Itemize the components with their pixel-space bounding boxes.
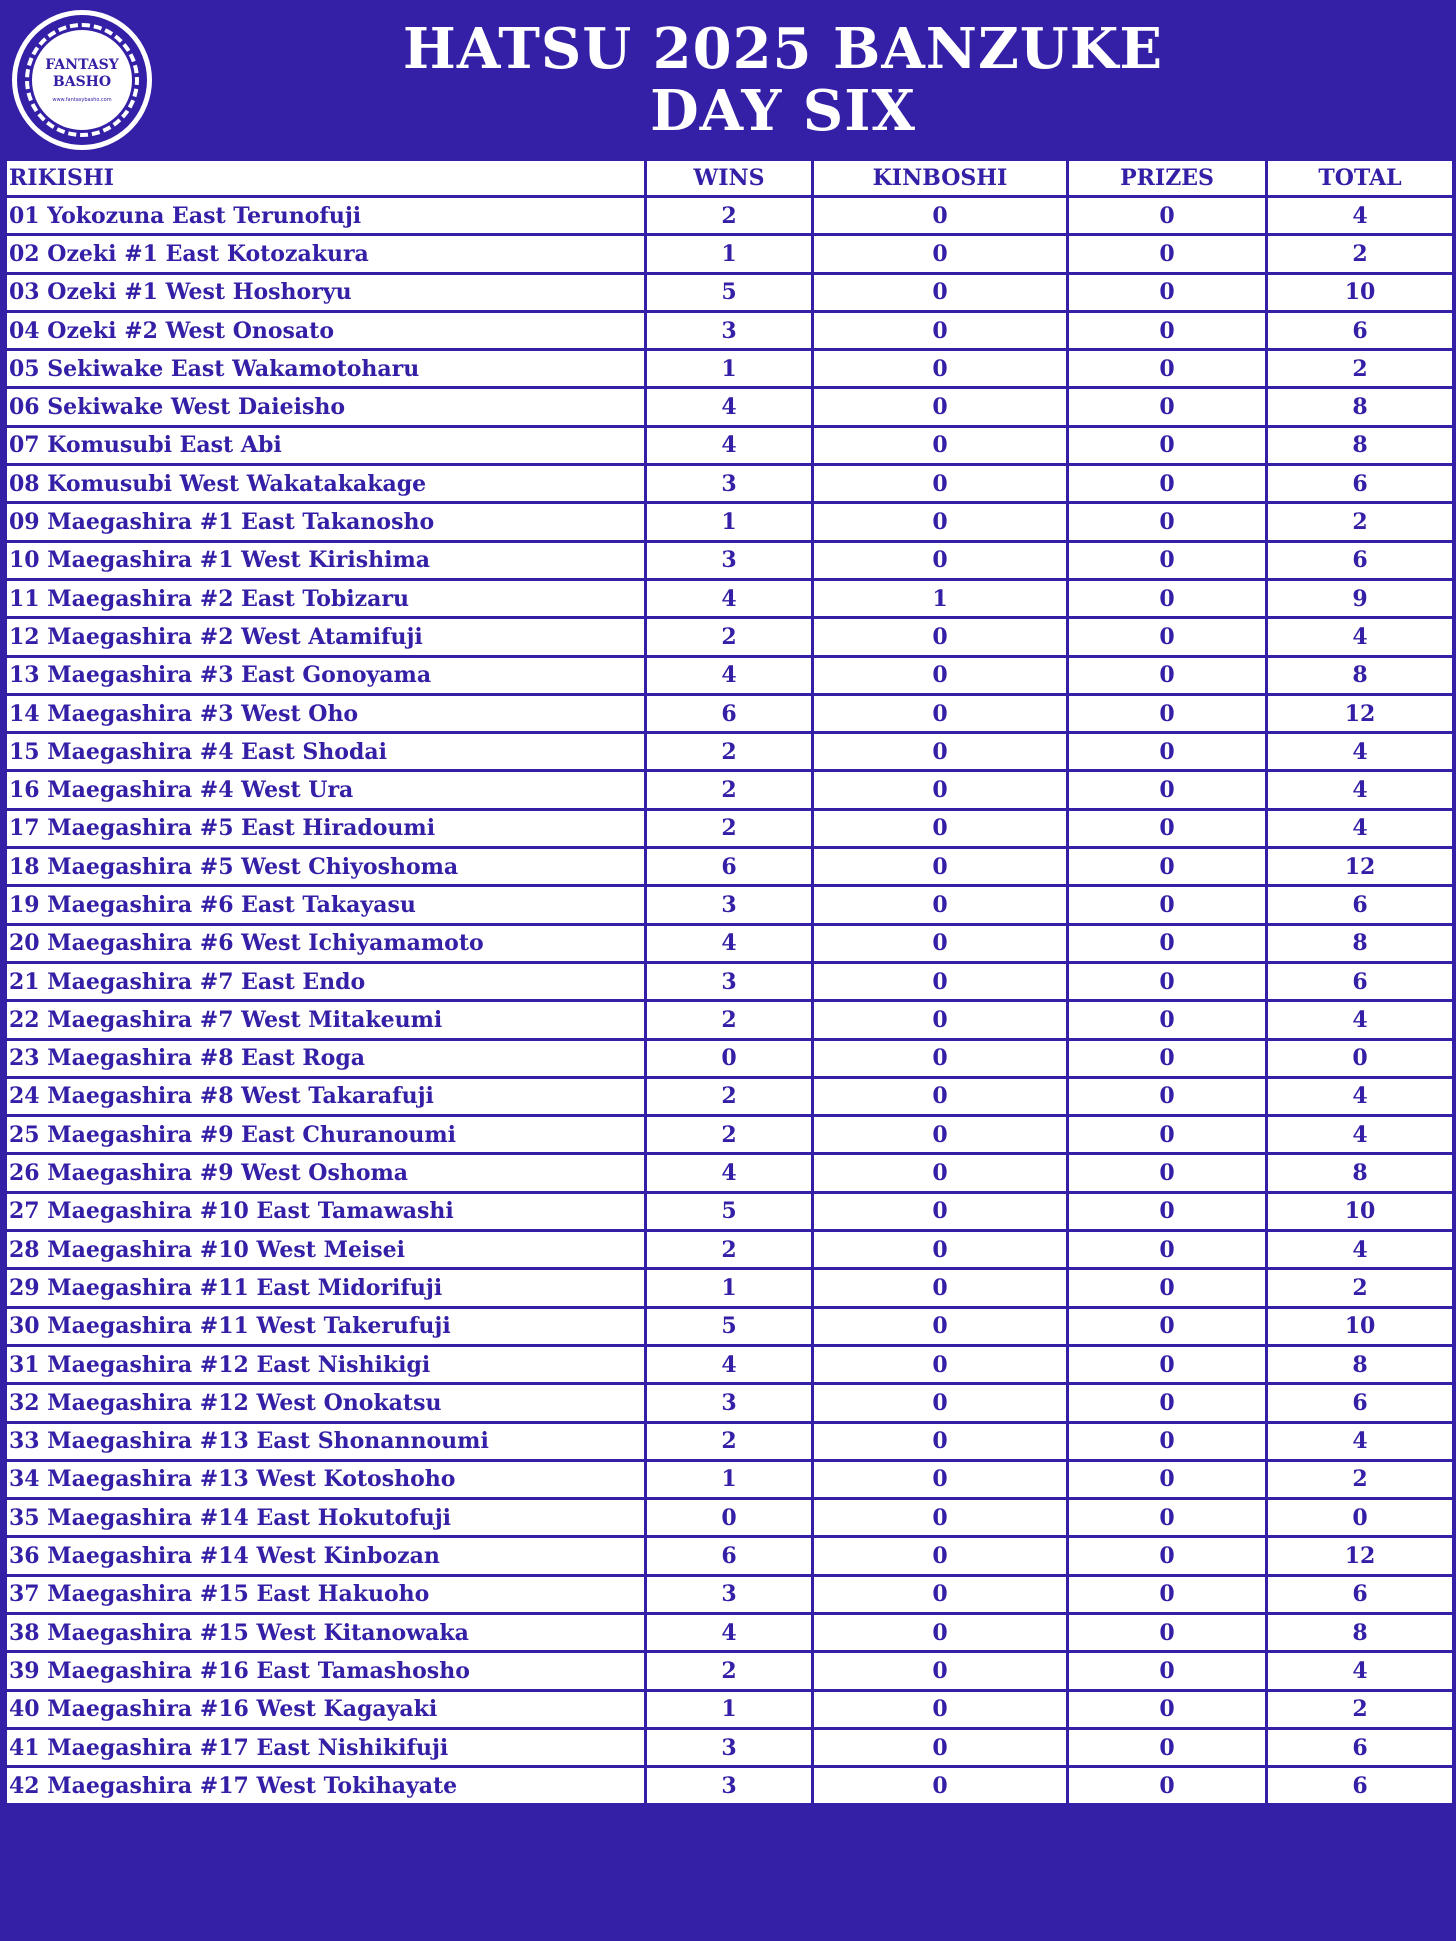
cell-wins: 1 [646,1690,813,1728]
cell-wins: 2 [646,1077,813,1115]
cell-rikishi: 04 Ozeki #2 West Onosato [6,311,646,349]
table-row [6,1537,1454,1575]
cell-total: 12 [1267,1537,1454,1575]
cell-rikishi: 24 Maegashira #8 West Takarafuji [6,1077,646,1115]
cell-total: 4 [1267,733,1454,771]
cell-rikishi: 13 Maegashira #3 East Gonoyama [6,656,646,694]
table-row [6,541,1454,579]
table-row [6,388,1454,426]
cell-wins: 5 [646,1192,813,1230]
cell-total: 2 [1267,503,1454,541]
cell-kinboshi: 0 [813,886,1068,924]
cell-kinboshi: 0 [813,1652,1068,1690]
cell-kinboshi: 0 [813,1077,1068,1115]
cell-wins: 4 [646,388,813,426]
cell-wins: 3 [646,465,813,503]
cell-prizes: 0 [1068,962,1267,1000]
cell-kinboshi: 1 [813,579,1068,617]
cell-wins: 4 [646,924,813,962]
cell-rikishi: 38 Maegashira #15 West Kitanowaka [6,1613,646,1651]
table-row [6,1728,1454,1766]
cell-kinboshi: 0 [813,1192,1068,1230]
cell-kinboshi: 0 [813,197,1068,235]
cell-kinboshi: 0 [813,962,1068,1000]
table-row [6,848,1454,886]
cell-rikishi: 18 Maegashira #5 West Chiyoshoma [6,848,646,886]
cell-total: 8 [1267,1345,1454,1383]
cell-rikishi: 37 Maegashira #15 East Hakuoho [6,1575,646,1613]
cell-wins: 2 [646,1231,813,1269]
fantasy-basho-logo [12,10,152,150]
cell-wins: 6 [646,694,813,732]
cell-total: 6 [1267,1384,1454,1422]
cell-wins: 2 [646,1652,813,1690]
cell-total: 4 [1267,771,1454,809]
cell-total: 4 [1267,1001,1454,1039]
cell-total: 12 [1267,848,1454,886]
cell-wins: 4 [646,426,813,464]
cell-total: 6 [1267,541,1454,579]
page-header [0,0,1456,158]
table-row [6,465,1454,503]
cell-total: 0 [1267,1499,1454,1537]
cell-total: 12 [1267,694,1454,732]
cell-prizes: 0 [1068,579,1267,617]
cell-total: 8 [1267,388,1454,426]
cell-kinboshi: 0 [813,1422,1068,1460]
table-row [6,1192,1454,1230]
cell-rikishi: 15 Maegashira #4 East Shodai [6,733,646,771]
cell-rikishi: 21 Maegashira #7 East Endo [6,962,646,1000]
cell-rikishi: 02 Ozeki #1 East Kotozakura [6,235,646,273]
cell-wins: 2 [646,733,813,771]
cell-rikishi: 05 Sekiwake East Wakamotoharu [6,350,646,388]
table-row [6,1231,1454,1269]
cell-total: 2 [1267,1269,1454,1307]
cell-wins: 2 [646,771,813,809]
cell-prizes: 0 [1068,388,1267,426]
cell-wins: 3 [646,886,813,924]
cell-kinboshi: 0 [813,388,1068,426]
cell-total: 4 [1267,1422,1454,1460]
cell-prizes: 0 [1068,1767,1267,1805]
cell-rikishi: 29 Maegashira #11 East Midorifuji [6,1269,646,1307]
table-row [6,1001,1454,1039]
cell-wins: 0 [646,1039,813,1077]
cell-wins: 1 [646,350,813,388]
cell-prizes: 0 [1068,1728,1267,1766]
logo-text-line2: BASHO [52,74,112,90]
table-row [6,197,1454,235]
table-row [6,503,1454,541]
cell-total: 10 [1267,273,1454,311]
cell-prizes: 0 [1068,1460,1267,1498]
table-row [6,1269,1454,1307]
cell-prizes: 0 [1068,1077,1267,1115]
cell-total: 9 [1267,579,1454,617]
cell-rikishi: 17 Maegashira #5 East Hiradoumi [6,809,646,847]
cell-kinboshi: 0 [813,924,1068,962]
cell-total: 4 [1267,618,1454,656]
cell-rikishi: 23 Maegashira #8 East Roga [6,1039,646,1077]
column-header-rikishi: RIKISHI [6,160,646,197]
cell-rikishi: 07 Komusubi East Abi [6,426,646,464]
cell-kinboshi: 0 [813,771,1068,809]
cell-prizes: 0 [1068,1499,1267,1537]
cell-rikishi: 41 Maegashira #17 East Nishikifuji [6,1728,646,1766]
cell-wins: 1 [646,1460,813,1498]
cell-kinboshi: 0 [813,1499,1068,1537]
cell-kinboshi: 0 [813,656,1068,694]
cell-wins: 3 [646,1767,813,1805]
cell-rikishi: 34 Maegashira #13 West Kotoshoho [6,1460,646,1498]
cell-rikishi: 03 Ozeki #1 West Hoshoryu [6,273,646,311]
cell-wins: 3 [646,1575,813,1613]
table-row [6,1384,1454,1422]
cell-rikishi: 39 Maegashira #16 East Tamashosho [6,1652,646,1690]
cell-total: 6 [1267,1767,1454,1805]
cell-rikishi: 32 Maegashira #12 West Onokatsu [6,1384,646,1422]
cell-prizes: 0 [1068,1039,1267,1077]
cell-prizes: 0 [1068,848,1267,886]
cell-total: 6 [1267,1575,1454,1613]
cell-kinboshi: 0 [813,1613,1068,1651]
cell-kinboshi: 0 [813,1460,1068,1498]
table-row [6,924,1454,962]
cell-kinboshi: 0 [813,273,1068,311]
cell-total: 6 [1267,962,1454,1000]
cell-rikishi: 28 Maegashira #10 West Meisei [6,1231,646,1269]
cell-kinboshi: 0 [813,694,1068,732]
cell-wins: 6 [646,848,813,886]
title-line-1: HATSU 2025 BANZUKE [402,16,1164,82]
cell-rikishi: 08 Komusubi West Wakatakakage [6,465,646,503]
cell-wins: 2 [646,1422,813,1460]
cell-rikishi: 16 Maegashira #4 West Ura [6,771,646,809]
cell-kinboshi: 0 [813,1690,1068,1728]
cell-wins: 5 [646,1307,813,1345]
cell-prizes: 0 [1068,1345,1267,1383]
cell-prizes: 0 [1068,235,1267,273]
column-header-total: TOTAL [1267,160,1454,197]
cell-kinboshi: 0 [813,1575,1068,1613]
cell-kinboshi: 0 [813,1345,1068,1383]
cell-kinboshi: 0 [813,1269,1068,1307]
cell-prizes: 0 [1068,1001,1267,1039]
cell-total: 4 [1267,1116,1454,1154]
page-title [170,18,1396,142]
table-row [6,771,1454,809]
cell-kinboshi: 0 [813,1728,1068,1766]
cell-kinboshi: 0 [813,848,1068,886]
cell-kinboshi: 0 [813,1116,1068,1154]
cell-total: 0 [1267,1039,1454,1077]
table-row [6,1499,1454,1537]
cell-wins: 4 [646,579,813,617]
cell-total: 6 [1267,311,1454,349]
table-row [6,350,1454,388]
cell-wins: 4 [646,1613,813,1651]
title-line-2: DAY SIX [650,78,916,144]
cell-rikishi: 20 Maegashira #6 West Ichiyamamoto [6,924,646,962]
cell-prizes: 0 [1068,350,1267,388]
cell-kinboshi: 0 [813,1537,1068,1575]
cell-kinboshi: 0 [813,809,1068,847]
table-row [6,311,1454,349]
cell-prizes: 0 [1068,886,1267,924]
cell-rikishi: 01 Yokozuna East Terunofuji [6,197,646,235]
table-row [6,579,1454,617]
cell-total: 2 [1267,1690,1454,1728]
table-row [6,1039,1454,1077]
cell-total: 6 [1267,886,1454,924]
cell-prizes: 0 [1068,1613,1267,1651]
cell-prizes: 0 [1068,1652,1267,1690]
cell-prizes: 0 [1068,1575,1267,1613]
cell-total: 4 [1267,809,1454,847]
column-header-prizes: PRIZES [1068,160,1267,197]
cell-total: 4 [1267,1231,1454,1269]
cell-kinboshi: 0 [813,1384,1068,1422]
cell-prizes: 0 [1068,1269,1267,1307]
cell-kinboshi: 0 [813,235,1068,273]
cell-total: 8 [1267,924,1454,962]
cell-prizes: 0 [1068,924,1267,962]
table-row [6,1652,1454,1690]
cell-wins: 6 [646,1537,813,1575]
cell-prizes: 0 [1068,1154,1267,1192]
cell-rikishi: 40 Maegashira #16 West Kagayaki [6,1690,646,1728]
cell-wins: 0 [646,1499,813,1537]
cell-kinboshi: 0 [813,426,1068,464]
cell-wins: 2 [646,197,813,235]
cell-prizes: 0 [1068,311,1267,349]
cell-prizes: 0 [1068,541,1267,579]
cell-wins: 3 [646,541,813,579]
cell-wins: 4 [646,1345,813,1383]
cell-total: 6 [1267,465,1454,503]
table-row [6,962,1454,1000]
cell-wins: 3 [646,1728,813,1766]
cell-kinboshi: 0 [813,1767,1068,1805]
cell-total: 8 [1267,656,1454,694]
table-row [6,809,1454,847]
cell-rikishi: 19 Maegashira #6 East Takayasu [6,886,646,924]
table-row [6,618,1454,656]
cell-prizes: 0 [1068,197,1267,235]
cell-wins: 3 [646,311,813,349]
table-row [6,1767,1454,1805]
cell-rikishi: 22 Maegashira #7 West Mitakeumi [6,1001,646,1039]
cell-rikishi: 26 Maegashira #9 West Oshoma [6,1154,646,1192]
logo-url: www.fantasybasho.com [52,97,112,103]
cell-prizes: 0 [1068,273,1267,311]
table-row [6,1613,1454,1651]
cell-prizes: 0 [1068,426,1267,464]
cell-total: 2 [1267,350,1454,388]
cell-wins: 1 [646,503,813,541]
cell-prizes: 0 [1068,694,1267,732]
cell-kinboshi: 0 [813,1001,1068,1039]
table-row [6,1077,1454,1115]
cell-kinboshi: 0 [813,503,1068,541]
cell-kinboshi: 0 [813,1154,1068,1192]
table-row [6,1116,1454,1154]
cell-rikishi: 30 Maegashira #11 West Takerufuji [6,1307,646,1345]
table-row [6,1345,1454,1383]
cell-total: 2 [1267,235,1454,273]
table-row [6,656,1454,694]
cell-rikishi: 06 Sekiwake West Daieisho [6,388,646,426]
cell-prizes: 0 [1068,1537,1267,1575]
table-row [6,235,1454,273]
cell-kinboshi: 0 [813,1307,1068,1345]
cell-total: 4 [1267,1652,1454,1690]
cell-prizes: 0 [1068,1422,1267,1460]
table-row [6,273,1454,311]
table-row [6,1575,1454,1613]
cell-prizes: 0 [1068,1690,1267,1728]
table-row [6,1154,1454,1192]
cell-total: 10 [1267,1192,1454,1230]
table-row [6,426,1454,464]
cell-prizes: 0 [1068,503,1267,541]
cell-kinboshi: 0 [813,350,1068,388]
cell-kinboshi: 0 [813,541,1068,579]
cell-kinboshi: 0 [813,465,1068,503]
cell-prizes: 0 [1068,618,1267,656]
cell-kinboshi: 0 [813,618,1068,656]
table-row [6,1307,1454,1345]
cell-rikishi: 31 Maegashira #12 East Nishikigi [6,1345,646,1383]
cell-rikishi: 09 Maegashira #1 East Takanosho [6,503,646,541]
logo-badge [32,30,132,130]
cell-prizes: 0 [1068,1384,1267,1422]
cell-prizes: 0 [1068,1307,1267,1345]
cell-total: 6 [1267,1728,1454,1766]
cell-wins: 3 [646,1384,813,1422]
cell-total: 2 [1267,1460,1454,1498]
cell-total: 8 [1267,426,1454,464]
cell-total: 4 [1267,197,1454,235]
table-row [6,1422,1454,1460]
cell-wins: 2 [646,618,813,656]
column-header-wins: WINS [646,160,813,197]
cell-total: 8 [1267,1613,1454,1651]
cell-prizes: 0 [1068,1231,1267,1269]
cell-wins: 4 [646,656,813,694]
logo-text-line1: FANTASY [45,57,119,73]
table-row [6,1690,1454,1728]
cell-rikishi: 11 Maegashira #2 East Tobizaru [6,579,646,617]
cell-kinboshi: 0 [813,1039,1068,1077]
cell-rikishi: 14 Maegashira #3 West Oho [6,694,646,732]
cell-kinboshi: 0 [813,1231,1068,1269]
cell-rikishi: 27 Maegashira #10 East Tamawashi [6,1192,646,1230]
cell-rikishi: 35 Maegashira #14 East Hokutofuji [6,1499,646,1537]
banzuke-table [4,158,1455,1806]
cell-total: 10 [1267,1307,1454,1345]
cell-wins: 2 [646,1001,813,1039]
cell-prizes: 0 [1068,771,1267,809]
cell-prizes: 0 [1068,1116,1267,1154]
cell-total: 8 [1267,1154,1454,1192]
table-row [6,733,1454,771]
table-header-row [6,160,1454,197]
banzuke-table-container [4,158,1452,1806]
cell-total: 4 [1267,1077,1454,1115]
cell-wins: 1 [646,1269,813,1307]
cell-rikishi: 36 Maegashira #14 West Kinbozan [6,1537,646,1575]
cell-rikishi: 25 Maegashira #9 East Churanoumi [6,1116,646,1154]
cell-prizes: 0 [1068,1192,1267,1230]
cell-kinboshi: 0 [813,311,1068,349]
cell-rikishi: 42 Maegashira #17 West Tokihayate [6,1767,646,1805]
cell-prizes: 0 [1068,733,1267,771]
cell-rikishi: 10 Maegashira #1 West Kirishima [6,541,646,579]
table-row [6,886,1454,924]
cell-wins: 2 [646,809,813,847]
cell-wins: 5 [646,273,813,311]
cell-rikishi: 12 Maegashira #2 West Atamifuji [6,618,646,656]
cell-wins: 1 [646,235,813,273]
table-row [6,1460,1454,1498]
cell-prizes: 0 [1068,656,1267,694]
cell-kinboshi: 0 [813,733,1068,771]
cell-prizes: 0 [1068,809,1267,847]
table-row [6,694,1454,732]
column-header-kinboshi: KINBOSHI [813,160,1068,197]
cell-wins: 3 [646,962,813,1000]
cell-prizes: 0 [1068,465,1267,503]
cell-wins: 4 [646,1154,813,1192]
cell-rikishi: 33 Maegashira #13 East Shonannoumi [6,1422,646,1460]
cell-wins: 2 [646,1116,813,1154]
